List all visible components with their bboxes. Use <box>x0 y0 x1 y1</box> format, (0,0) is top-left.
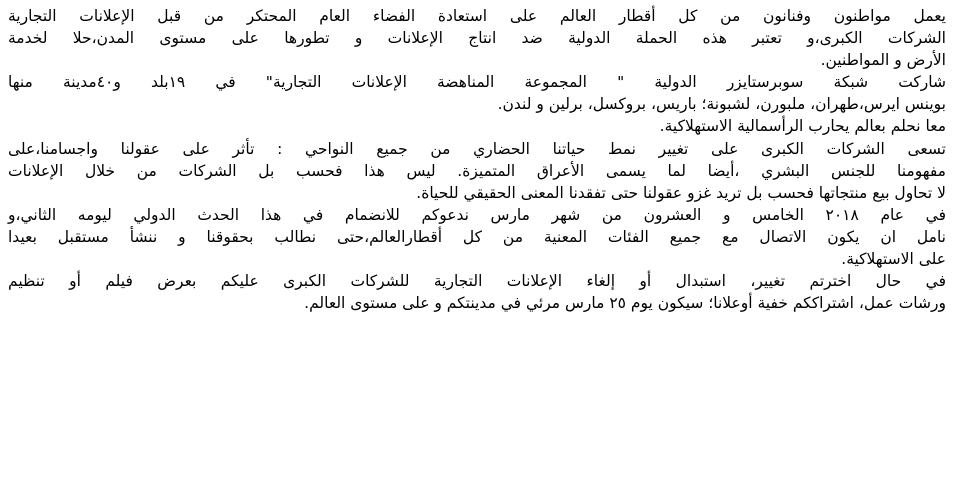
text-line: مفهومنا للجنس البشري ،أيضا لما يسمى الأعراق المتميزة. ليس هذا فحسب بل الشركات من خلال الإعلانات <box>8 161 946 180</box>
text-line: ورشات عمل، اشتراككم خفية أوعلانا؛ سيكون يوم ٢٥ مارس مرئي في مدينتكم و على مستوى العالم. <box>304 294 946 313</box>
text-line: معا نحلم بعالم يحارب الرأسمالية الاستهلاكية. <box>659 117 946 136</box>
text-line: على الاستهلاكية. <box>841 250 946 269</box>
paragraph-event-invitation <box>8 204 946 270</box>
paragraph-participating-cities <box>8 71 946 137</box>
text-line: الأرض و المواطنين. <box>820 51 946 70</box>
text-line: تسعى الشركات الكبرى على تغيير نمط حياتنا الحضاري من جميع النواحي : تأثر على عقولنا واجسامنا،على <box>8 139 946 158</box>
text-line: في حال اخترتم تغيير، استبدال أو إلغاء الإعلانات التجارية للشركات الكبرى عليكم بعرض فيلم أو تنظيم <box>8 272 946 291</box>
paragraph-call-to-action <box>8 270 946 314</box>
text-line: بوينس ايرس،طهران، ملبورن، لشبونة؛ باريس، بروكسل، برلين و لندن. <box>497 95 946 114</box>
text-line: لا تحاول بيع منتجاتها فحسب بل تريد غزو عقولنا حتى تفقدنا المعنى الحقيقي للحياة. <box>416 183 946 202</box>
text-line: نامل ان يكون الاتصال مع جميع الفئات المعنية من كل أقطارالعالم،حتى نطالب بحقوقنا و ننشأ مستقبل بعيدا <box>8 227 946 246</box>
text-line: الشركات الكبرى،و تعتبر هذه الحملة الدولية ضد انتاج الإعلانات و تطورها على مستوى المدن،حلا لخدمة <box>8 29 946 48</box>
paragraph-campaign-intro <box>8 5 946 71</box>
document-body <box>8 5 946 314</box>
paragraph-corporate-influence <box>8 138 946 204</box>
text-line: في عام ٢٠١٨ الخامس و العشرون من شهر مارس ندعوكم للانضمام في هذا الحدث الدولي ليومه الثاني،و <box>8 205 946 224</box>
text-line: شاركت شبكة سوبرستايزر الدولية " المجموعة المناهضة الإعلانات التجارية" في ١٩بلد و٤٠مدينة منها <box>8 73 946 92</box>
text-line: يعمل مواطنون وفنانون من كل أقطار العالم على استعادة الفضاء العام المحتكر من قبل الإعلانات التجارية <box>8 7 946 25</box>
